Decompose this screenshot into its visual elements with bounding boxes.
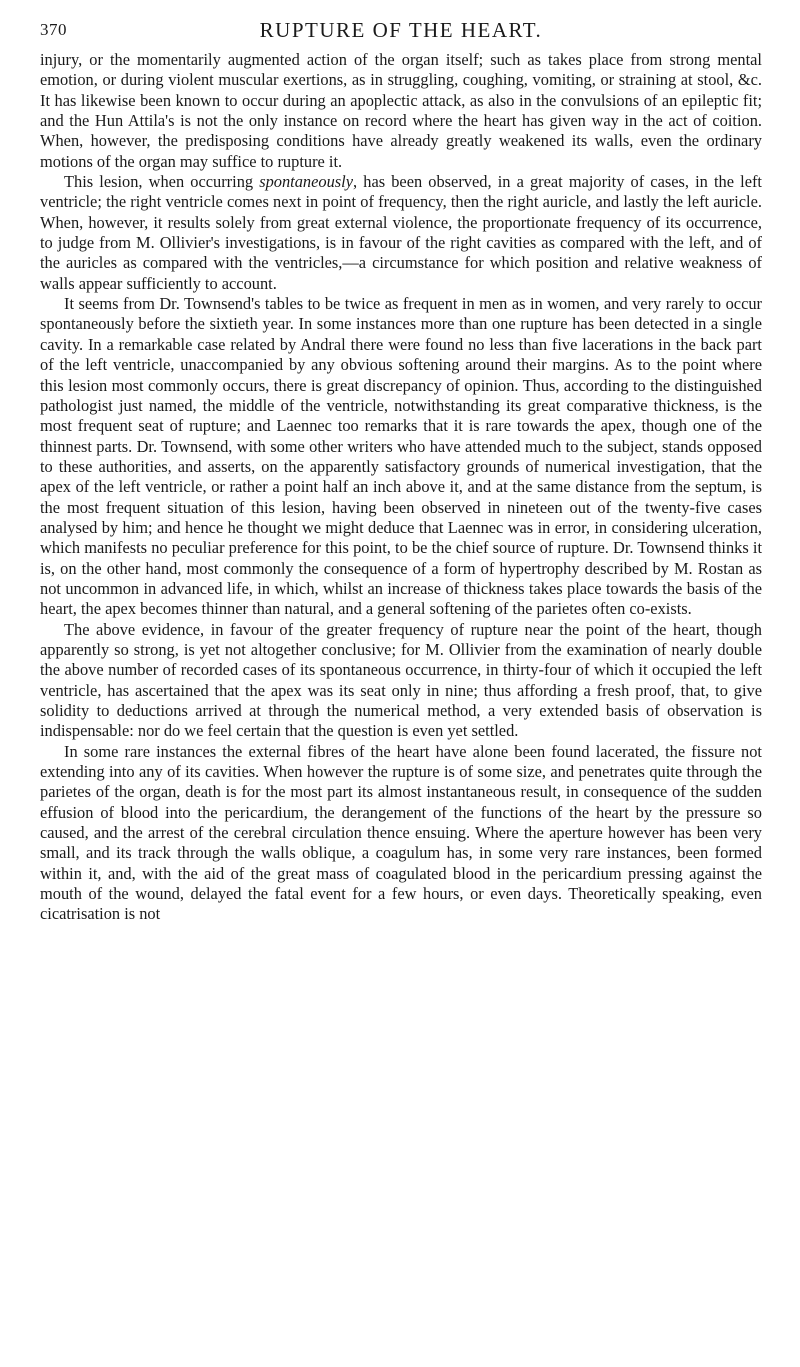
running-head <box>40 18 762 48</box>
page-number: 370 <box>40 20 67 39</box>
body-text <box>40 50 762 925</box>
book-page <box>40 18 762 925</box>
paragraph-lesion-location: This lesion, when occurring spontaneously, has been observed, in a great majority of cases, in the left ventricle; the right ventricle comes next in point of frequency, then the right auricle, and lastly the left auricle. When, however, it results solely from great external violence, the proportionate frequency of its occurrence, to judge from M. Ollivier's investigations, is in favour of the right cavities as compared with the left, and of the auricles as compared with the ventricles,—a circumstance for which position and relative weakness of walls appear sufficiently to account. <box>40 172 762 293</box>
running-title: RUPTURE OF THE HEART. <box>259 18 543 42</box>
paragraph-injury-causes: injury, or the momentarily augmented action of the organ itself; such as takes place from strong mental emotion, or during violent muscular exertions, as in struggling, coughing, vomiting, or straining at stool, &c. It has likewise been known to occur during an apoplectic attack, as also in the convulsions of an epileptic fit; and the Hun Attila's is not the only instance on record where the heart has given way in the act of coition. When, however, the predisposing conditions have already greatly weakened its walls, even the ordinary motions of the organ may suffice to rupture it. <box>40 50 762 171</box>
emphasis-spontaneously: spontaneously <box>259 172 354 192</box>
paragraph-ollivier-evidence: The above evidence, in favour of the greater frequency of rupture near the point of the heart, though apparently so strong, is yet not altogether conclusive; for M. Ollivier from the examination of nearly double the above number of recorded cases of its spontaneous occurrence, in thirty-four of which it occupied the left ventricle, has ascertained that the apex was its seat only in nine; thus affording a fresh proof, that, to give solidity to deductions arrived at through the numerical method, a very extended basis of observation is indispensable: nor do we feel certain that the question is even yet settled. <box>40 619 762 741</box>
paragraph-townsend-tables: It seems from Dr. Townsend's tables to be twice as frequent in men as in women, and very rarely to occur spontaneously before the sixtieth year. In some instances more than one rupture has been detected in a single cavity. In a remarkable case related by Andral there were found no less than five lacerations in the back part of the left ventricle, unaccompanied by any obvious softening around their margins. As to the point where this lesion most commonly occurs, there is great discrepancy of opinion. Thus, according to the distinguished pathologist just named, the middle of the ventricle, notwithstanding its great comparative thickness, is the most frequent seat of rupture; and Laennec too remarks that it is rare towards the apex, though one of the thinnest parts. Dr. Townsend, with some other writers who have attended much to the subject, stands opposed to these authorities, and asserts, on the apparently satisfactory grounds of numerical investigation, that the apex of the left ventricle, or rather a point half an inch above it, and at the same distance from the septum, is the most frequent situation of this lesion, having been observed in nineteen out of the twenty-five cases analysed by him; and hence he thought we might deduce that Laennec was in error, in considering ulceration, which manifests no peculiar preference for this point, to be the chief source of rupture. Dr. Townsend thinks it is, on the other hand, most commonly the consequence of a form of hypertrophy described by M. Rostan as not uncommon in advanced life, in which, whilst an increase of thickness takes place towards the basis of the heart, the apex becomes thinner than natural, and a general softening of the parietes often co-exists. <box>40 294 762 619</box>
paragraph-external-fibres: In some rare instances the external fibres of the heart have alone been found lacerated, the fissure not extending into any of its cavities. When however the rupture is of some size, and penetrates quite through the parietes of the organ, death is for the most part its almost instantaneous result, in consequence of the sudden effusion of blood into the pericardium, the derangement of the functions of the heart by the pressure so caused, and the arrest of the cerebral circulation thence ensuing. Where the aperture however has been very small, and its track through the walls oblique, a coagulum has, in some very rare instances, been formed within it, and, with the aid of the great mass of coagulated blood in the pericardium pressing against the mouth of the wound, delayed the fatal event for a few hours, or even days. Theoretically speaking, even cicatrisation is not <box>40 741 762 924</box>
